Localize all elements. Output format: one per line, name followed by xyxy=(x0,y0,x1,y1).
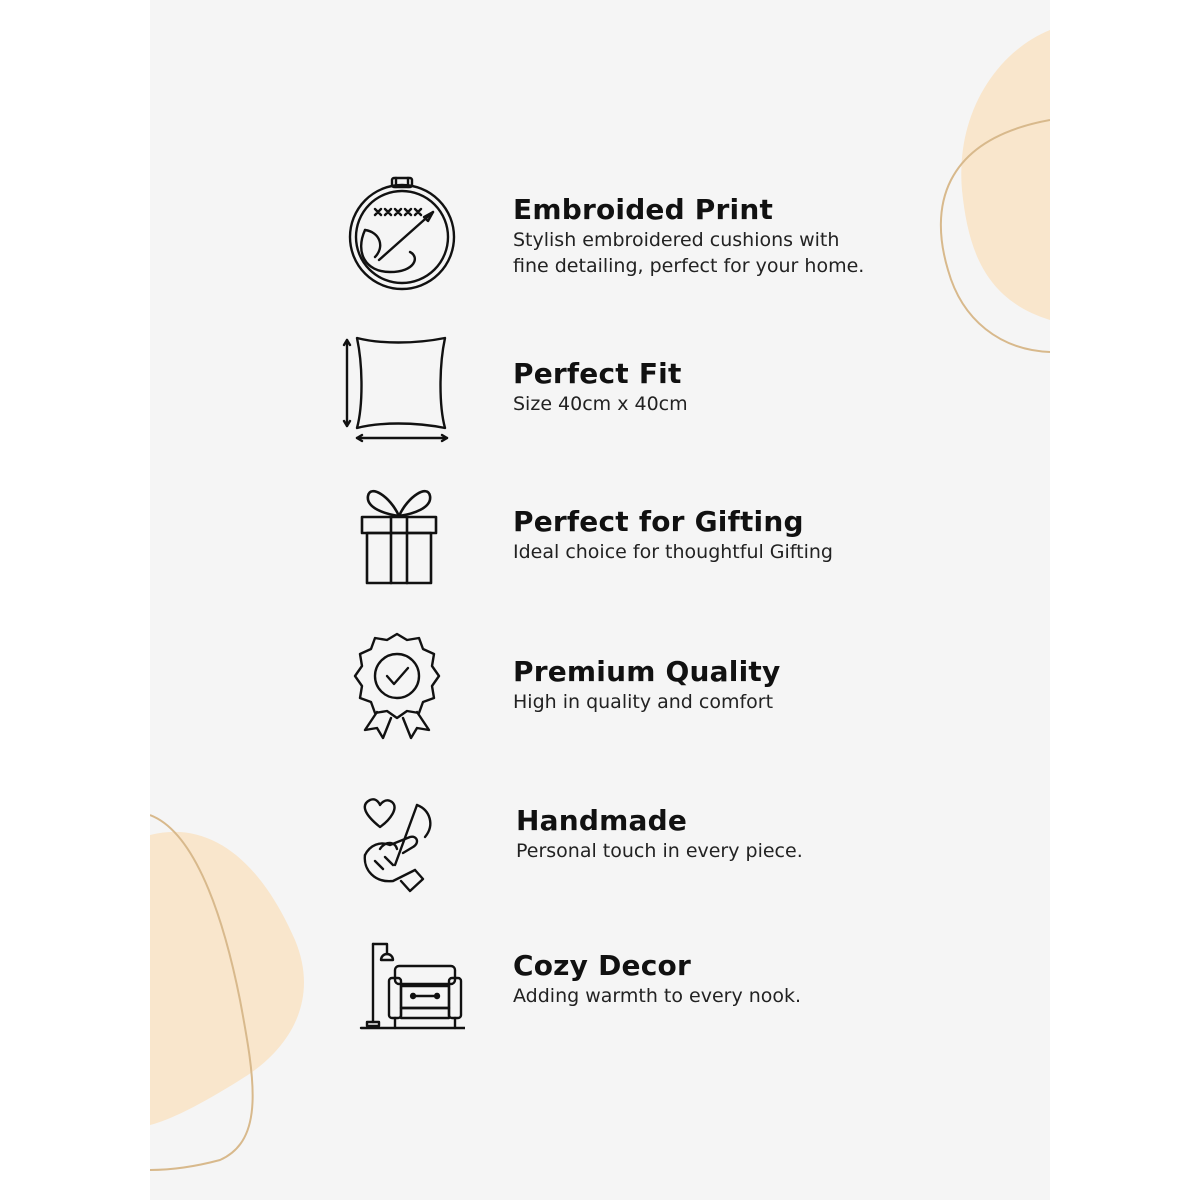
bottom-left-blob xyxy=(150,832,304,1125)
feature-title: Embroided Print xyxy=(513,193,774,226)
feature-premium-quality xyxy=(335,626,955,756)
feature-title: Premium Quality xyxy=(513,655,781,688)
gift-box-icon xyxy=(335,476,465,606)
feature-description-line1: Size 40cm x 40cm xyxy=(513,393,688,415)
feature-description-line1: Stylish embroidered cushions with xyxy=(513,229,840,251)
feature-description-line1: Ideal choice for thoughtful Gifting xyxy=(513,541,833,563)
feature-description-line1: Personal touch in every piece. xyxy=(516,840,803,862)
feature-description-line2: fine detailing, perfect for your home. xyxy=(513,255,865,277)
feature-handmade xyxy=(335,775,955,905)
armchair-lamp-icon xyxy=(335,922,465,1052)
feature-title: Cozy Decor xyxy=(513,949,691,982)
quality-badge-icon xyxy=(335,626,465,756)
feature-title: Perfect Fit xyxy=(513,357,682,390)
feature-cozy-decor xyxy=(335,922,955,1052)
feature-embroided-print xyxy=(335,172,955,302)
feature-description-line1: High in quality and comfort xyxy=(513,691,774,713)
cushion-size-icon xyxy=(335,326,465,456)
features-card xyxy=(150,0,1050,1200)
handmade-hand-icon xyxy=(335,775,465,905)
feature-title: Handmade xyxy=(516,804,688,837)
feature-description-line1: Adding warmth to every nook. xyxy=(513,985,802,1007)
feature-title: Perfect for Gifting xyxy=(513,505,804,538)
feature-perfect-for-gifting xyxy=(335,476,955,606)
top-right-blob xyxy=(961,30,1050,320)
embroidery-hoop-icon xyxy=(335,172,465,302)
feature-perfect-fit xyxy=(335,326,955,456)
